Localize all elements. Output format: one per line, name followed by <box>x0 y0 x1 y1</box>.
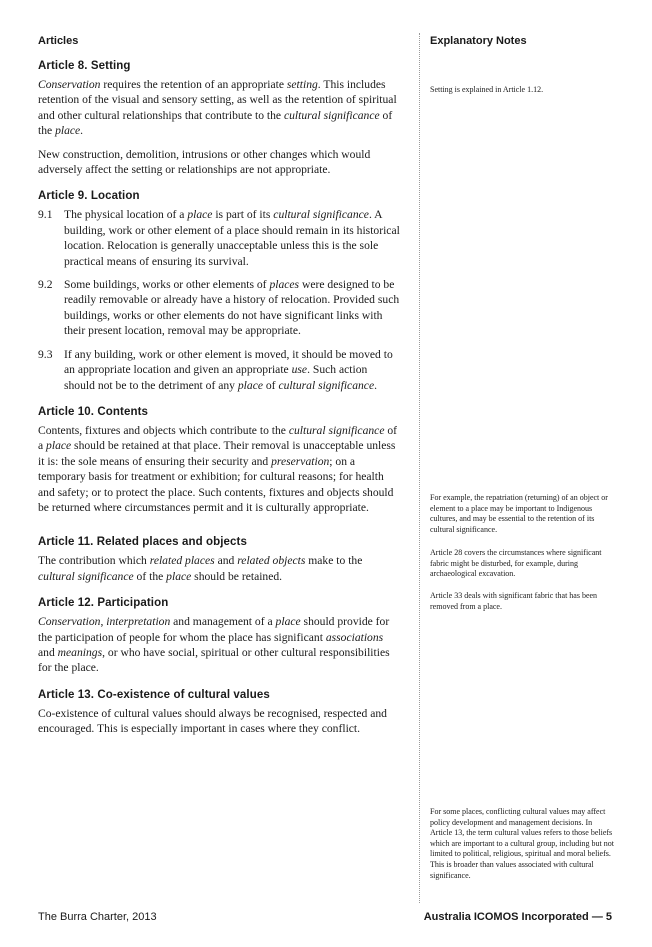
article-9 <box>38 190 400 392</box>
article-13 <box>38 689 400 737</box>
clause-number: 9.2 <box>38 278 53 292</box>
article-8-title: Article 8. Setting <box>38 60 131 72</box>
explanatory-notes-heading: Explanatory Notes <box>430 35 527 47</box>
note-article-33: Article 33 deals with significant fabric that has been removed from a place. <box>430 591 598 611</box>
article-10 <box>38 406 400 515</box>
column-divider <box>419 33 420 903</box>
articles-column <box>38 60 400 737</box>
clause-number: 9.1 <box>38 208 53 222</box>
clause-number: 9.3 <box>38 347 53 361</box>
article-11-title: Article 11. Related places and objects <box>38 536 247 549</box>
article-9-3 <box>38 347 400 393</box>
article-9-title: Article 9. Location <box>38 190 140 203</box>
article-8 <box>38 60 400 177</box>
note-setting: Setting is explained in Article 1.12. <box>430 85 544 94</box>
article-13-paragraph: Co-existence of cultural values should always be recognised, respected and encouraged. This is especially important in cases where they conflict. <box>38 706 387 736</box>
clause-text: The physical location of a place is part of its cultural significance. A building, work or other element of a place should remain in its historical location. Relocation is generally unacceptable unless this is the sole practical means of ensuring its survival. <box>64 208 400 268</box>
article-10-paragraph: Contents, fixtures and objects which contribute to the cultural significance of a place should be retained at that place. Their removal is unacceptable unless it is: the sole means of ensuring their security and preservation; on a temporary basis for treatment or exhibition; for cultural reasons; for health and safety; or to protect the place. Such contents, fixtures and objects should be returned where circumstances permit and it is culturally appropriate. <box>38 423 398 514</box>
clause-text: Some buildings, works or other elements of places were designed to be readily removable or already have a history of relocation. Provided such buildings, works or other elements do not have significant links with their present location, removal may be appropriate. <box>64 278 400 338</box>
footer-page-number: Australia ICOMOS Incorporated — 5 <box>423 911 612 923</box>
note-cultural-values: For some places, conflicting cultural values may affect policy development and management decisions. In Article 13, the term cultural values refers to those beliefs which are important to a cultural group, including but not limited to political, religious, spiritual and moral beliefs. This is broader than values associated with cultural significance. <box>430 807 614 880</box>
clause-text: If any building, work or other element is moved, it should be moved to an appropriate location and given an appropriate use. Such action should not be to the detriment of any place of cultural significance. <box>64 347 393 392</box>
article-12-title: Article 12. Participation <box>38 597 169 610</box>
note-repatriation: For example, the repatriation (returning) of an object or element to a place may be important to Indigenous cultures, and may be essential to the retention of its cultural significance. <box>430 493 608 534</box>
article-12-paragraph: Conservation, interpretation and management of a place should provide for the participation of people for whom the place has significant associations and meanings, or who have social, spiritual or other cultural responsibilities for the place. <box>38 615 390 675</box>
article-13-title: Article 13. Co-existence of cultural values <box>38 688 270 701</box>
article-11-paragraph: The contribution which related places and related objects make to the cultural significance of the place should be retained. <box>38 554 363 583</box>
note-article-28: Article 28 covers the circumstances where significant fabric might be disturbed, for example, during archaeological excavation. <box>430 548 602 579</box>
articles-heading: Articles <box>38 35 79 47</box>
article-8-paragraph-2: New construction, demolition, intrusions or other changes which would adversely affect the setting or relationships are not appropriate. <box>38 147 371 177</box>
article-9-1 <box>38 207 400 269</box>
footer-title: The Burra Charter, 2013 <box>38 911 157 923</box>
article-9-2 <box>38 277 400 339</box>
article-11 <box>38 536 400 584</box>
article-10-title: Article 10. Contents <box>38 405 148 418</box>
article-8-paragraph-1: Conservation requires the retention of an appropriate setting. This includes retention of the visual and sensory setting, as well as the retention of spiritual and other cultural relationships that contribute to the cultural significance of the place. <box>38 78 397 138</box>
article-12 <box>38 597 400 676</box>
